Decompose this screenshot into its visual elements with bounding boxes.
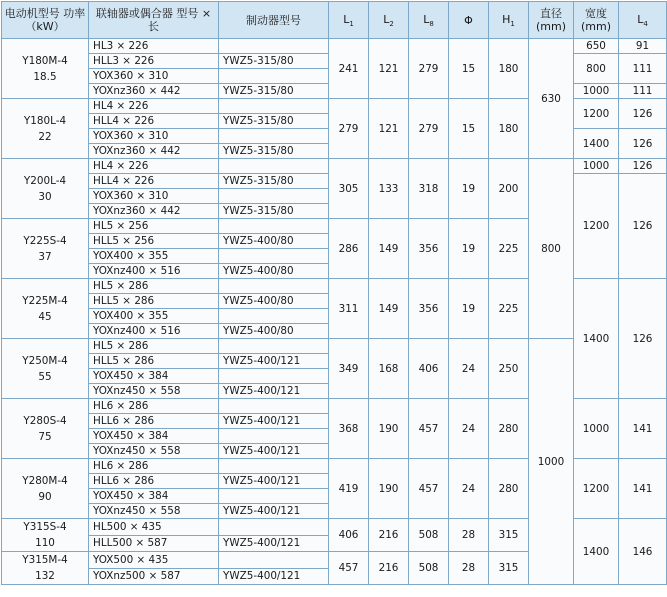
coupling-cell: HL6 × 286 (89, 459, 219, 474)
brake-cell (219, 309, 329, 324)
phi-cell: 24 (449, 339, 489, 399)
l8-cell: 508 (409, 552, 449, 585)
coupling-cell: YOXnz450 × 558 (89, 444, 219, 459)
brake-cell: YWZ5-400/121 (219, 474, 329, 489)
motor-cell (2, 459, 89, 519)
header-brake: 制动器型号 (219, 2, 329, 39)
l2-cell: 149 (369, 279, 409, 339)
l1-cell: 286 (329, 219, 369, 279)
table-row (2, 159, 667, 174)
width-cell: 1200 (574, 459, 619, 519)
coupling-cell: HL5 × 286 (89, 339, 219, 354)
motor-model: Y280S-4 (23, 414, 67, 427)
header-diameter: 直径 (mm) (529, 2, 574, 39)
motor-cell (2, 219, 89, 279)
h1-cell: 315 (489, 552, 529, 585)
motor-model: Y225M-4 (22, 294, 68, 307)
brake-cell (219, 159, 329, 174)
brake-cell (219, 369, 329, 384)
motor-cell (2, 519, 89, 552)
motor-cell (2, 399, 89, 459)
spec-table (1, 1, 667, 585)
coupling-cell: HLL6 × 286 (89, 474, 219, 489)
brake-cell (219, 189, 329, 204)
l1-cell: 406 (329, 519, 369, 552)
l2-cell: 133 (369, 159, 409, 219)
h1-cell: 250 (489, 339, 529, 399)
brake-cell (219, 429, 329, 444)
l8-cell: 508 (409, 519, 449, 552)
motor-power: 110 (35, 537, 55, 549)
h1-cell: 225 (489, 219, 529, 279)
brake-cell: YWZ5-400/121 (219, 535, 329, 552)
motor-power: 30 (38, 190, 52, 203)
l2-cell: 190 (369, 459, 409, 519)
l1-cell: 311 (329, 279, 369, 339)
coupling-cell: HL4 × 226 (89, 99, 219, 114)
coupling-cell: YOXnz450 × 558 (89, 384, 219, 399)
width-cell: 1400 (574, 519, 619, 585)
brake-cell: YWZ5-315/80 (219, 174, 329, 189)
l1-cell: 241 (329, 39, 369, 99)
coupling-cell: HL6 × 286 (89, 399, 219, 414)
header-l1-sub: 1 (349, 19, 354, 28)
diameter-cell: 800 (529, 159, 574, 339)
phi-cell: 19 (449, 219, 489, 279)
header-l4-base: L (637, 12, 644, 26)
phi-cell: 15 (449, 99, 489, 159)
motor-model: Y200L-4 (23, 174, 67, 187)
coupling-cell: YOX450 × 384 (89, 429, 219, 444)
diameter-cell: 1000 (529, 339, 574, 585)
l4-cell: 91 (619, 39, 667, 54)
brake-cell: YWZ5-400/121 (219, 568, 329, 585)
l2-cell: 190 (369, 399, 409, 459)
phi-cell: 15 (449, 39, 489, 99)
coupling-cell: YOX400 × 355 (89, 249, 219, 264)
coupling-cell: YOX360 × 310 (89, 69, 219, 84)
phi-cell: 24 (449, 399, 489, 459)
motor-power: 75 (38, 430, 52, 443)
header-l8-base: L (423, 12, 430, 26)
coupling-cell: YOX450 × 384 (89, 369, 219, 384)
header-h1 (489, 2, 529, 39)
phi-cell: 24 (449, 459, 489, 519)
brake-cell (219, 279, 329, 294)
motor-model: Y180L-4 (23, 114, 67, 127)
header-l4-sub: 4 (643, 19, 648, 28)
brake-cell: YWZ5-315/80 (219, 114, 329, 129)
h1-cell: 280 (489, 459, 529, 519)
width-cell: 650 (574, 39, 619, 54)
brake-cell: YWZ5-400/80 (219, 234, 329, 249)
coupling-cell: HL3 × 226 (89, 39, 219, 54)
table-body (2, 39, 667, 585)
header-h1-base: H (502, 12, 511, 26)
header-l4 (619, 2, 667, 39)
coupling-cell: YOX500 × 435 (89, 552, 219, 569)
width-cell: 800 (574, 54, 619, 84)
brake-cell (219, 552, 329, 569)
brake-cell: YWZ5-315/80 (219, 144, 329, 159)
phi-cell: 28 (449, 552, 489, 585)
l2-cell: 216 (369, 519, 409, 552)
brake-cell (219, 39, 329, 54)
table-row (2, 339, 667, 354)
header-l1-base: L (343, 12, 350, 26)
l1-cell: 305 (329, 159, 369, 219)
coupling-cell: YOXnz360 × 442 (89, 84, 219, 99)
l2-cell: 149 (369, 219, 409, 279)
width-cell: 1000 (574, 399, 619, 459)
width-cell: 1200 (574, 99, 619, 129)
phi-cell: 19 (449, 159, 489, 219)
width-cell: 1000 (574, 84, 619, 99)
brake-cell (219, 219, 329, 234)
header-l2 (369, 2, 409, 39)
header-l2-sub: 2 (389, 19, 394, 28)
width-cell: 1200 (574, 174, 619, 279)
coupling-cell: YOX450 × 384 (89, 489, 219, 504)
brake-cell (219, 129, 329, 144)
l8-cell: 279 (409, 39, 449, 99)
brake-cell (219, 69, 329, 84)
l8-cell: 356 (409, 279, 449, 339)
h1-cell: 225 (489, 279, 529, 339)
l1-cell: 419 (329, 459, 369, 519)
brake-cell: YWZ5-400/121 (219, 444, 329, 459)
diameter-cell: 630 (529, 39, 574, 159)
l4-cell: 141 (619, 459, 667, 519)
l2-cell: 121 (369, 39, 409, 99)
l4-cell: 111 (619, 54, 667, 84)
l1-cell: 279 (329, 99, 369, 159)
h1-cell: 315 (489, 519, 529, 552)
brake-cell: YWZ5-400/80 (219, 264, 329, 279)
l1-cell: 457 (329, 552, 369, 585)
coupling-cell: YOXnz400 × 516 (89, 324, 219, 339)
width-cell: 1000 (574, 159, 619, 174)
coupling-cell: YOX400 × 355 (89, 309, 219, 324)
coupling-cell: HL5 × 286 (89, 279, 219, 294)
coupling-cell: HL4 × 226 (89, 159, 219, 174)
motor-cell (2, 339, 89, 399)
coupling-cell: YOXnz360 × 442 (89, 204, 219, 219)
motor-cell (2, 279, 89, 339)
l1-cell: 368 (329, 399, 369, 459)
motor-power: 132 (35, 570, 55, 582)
h1-cell: 180 (489, 39, 529, 99)
l4-cell: 126 (619, 279, 667, 399)
h1-cell: 200 (489, 159, 529, 219)
h1-cell: 280 (489, 399, 529, 459)
coupling-cell: HLL6 × 286 (89, 414, 219, 429)
motor-cell (2, 552, 89, 585)
header-l8 (409, 2, 449, 39)
l4-cell: 126 (619, 174, 667, 279)
header-row (2, 2, 667, 39)
coupling-cell: HLL500 × 587 (89, 535, 219, 552)
coupling-cell: HL5 × 256 (89, 219, 219, 234)
motor-model: Y315M-4 (22, 554, 68, 566)
motor-power: 37 (38, 250, 52, 263)
brake-cell (219, 339, 329, 354)
coupling-cell: HLL4 × 226 (89, 114, 219, 129)
motor-power: 18.5 (33, 70, 57, 83)
motor-power: 90 (38, 490, 52, 503)
l8-cell: 356 (409, 219, 449, 279)
coupling-cell: HLL5 × 286 (89, 294, 219, 309)
motor-cell (2, 159, 89, 219)
coupling-cell: HLL5 × 256 (89, 234, 219, 249)
motor-power: 45 (38, 310, 52, 323)
brake-cell: YWZ5-315/80 (219, 204, 329, 219)
coupling-cell: YOX360 × 310 (89, 129, 219, 144)
motor-power: 22 (38, 130, 52, 143)
motor-model: Y180M-4 (22, 54, 68, 67)
header-motor: 电动机型号 功率（kW） (2, 2, 89, 39)
l2-cell: 168 (369, 339, 409, 399)
brake-cell (219, 99, 329, 114)
brake-cell: YWZ5-400/121 (219, 354, 329, 369)
l8-cell: 457 (409, 399, 449, 459)
table-row (2, 39, 667, 54)
coupling-cell: YOXnz500 × 587 (89, 568, 219, 585)
l1-cell: 349 (329, 339, 369, 399)
phi-cell: 19 (449, 279, 489, 339)
l4-cell: 146 (619, 519, 667, 585)
brake-cell (219, 249, 329, 264)
coupling-cell: HLL4 × 226 (89, 174, 219, 189)
l8-cell: 457 (409, 459, 449, 519)
motor-model: Y225S-4 (23, 234, 67, 247)
brake-cell: YWZ5-400/80 (219, 324, 329, 339)
l4-cell: 126 (619, 159, 667, 174)
l8-cell: 406 (409, 339, 449, 399)
brake-cell (219, 399, 329, 414)
l4-cell: 126 (619, 129, 667, 159)
coupling-cell: YOXnz360 × 442 (89, 144, 219, 159)
h1-cell: 180 (489, 99, 529, 159)
brake-cell (219, 519, 329, 536)
header-coupling: 联轴器或偶合器 型号 × 长 (89, 2, 219, 39)
brake-cell: YWZ5-400/121 (219, 384, 329, 399)
motor-power: 55 (38, 370, 52, 383)
l4-cell: 111 (619, 84, 667, 99)
motor-cell (2, 39, 89, 99)
brake-cell: YWZ5-400/121 (219, 414, 329, 429)
brake-cell: YWZ5-315/80 (219, 54, 329, 69)
coupling-cell: HL500 × 435 (89, 519, 219, 536)
width-cell: 1400 (574, 129, 619, 159)
brake-cell (219, 489, 329, 504)
coupling-cell: HLL5 × 286 (89, 354, 219, 369)
motor-cell (2, 99, 89, 159)
l2-cell: 121 (369, 99, 409, 159)
l8-cell: 279 (409, 99, 449, 159)
brake-cell: YWZ5-315/80 (219, 84, 329, 99)
table-header (2, 2, 667, 39)
brake-cell: YWZ5-400/121 (219, 504, 329, 519)
brake-cell (219, 459, 329, 474)
header-phi: Φ (449, 2, 489, 39)
coupling-cell: YOXnz400 × 516 (89, 264, 219, 279)
header-l8-sub: 8 (429, 19, 434, 28)
motor-model: Y280M-4 (22, 474, 68, 487)
header-l1 (329, 2, 369, 39)
phi-cell: 28 (449, 519, 489, 552)
l4-cell: 141 (619, 399, 667, 459)
l8-cell: 318 (409, 159, 449, 219)
motor-model: Y250M-4 (22, 354, 68, 367)
header-l2-base: L (383, 12, 390, 26)
l2-cell: 216 (369, 552, 409, 585)
l4-cell: 126 (619, 99, 667, 129)
coupling-cell: HLL3 × 226 (89, 54, 219, 69)
coupling-cell: YOX360 × 310 (89, 189, 219, 204)
header-width: 宽度 (mm) (574, 2, 619, 39)
brake-cell: YWZ5-400/80 (219, 294, 329, 309)
header-h1-sub: 1 (510, 19, 515, 28)
motor-model: Y315S-4 (23, 521, 67, 533)
coupling-cell: YOXnz450 × 558 (89, 504, 219, 519)
width-cell: 1400 (574, 279, 619, 399)
